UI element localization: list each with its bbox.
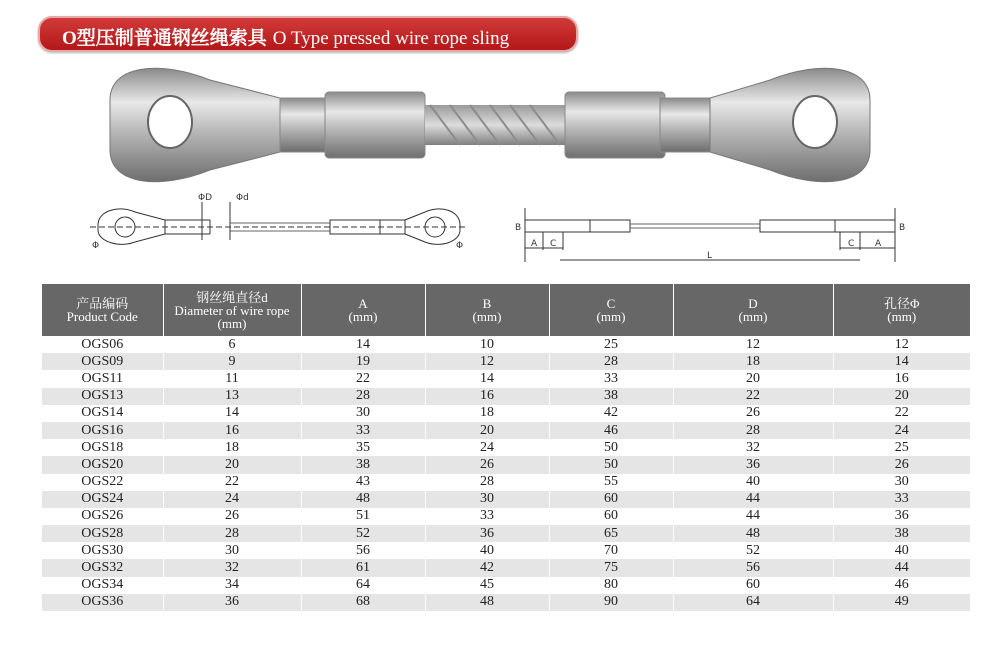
table-row bbox=[42, 405, 970, 422]
table-row bbox=[42, 336, 970, 353]
table-cell: OGS30 bbox=[42, 542, 163, 559]
table-cell: OGS36 bbox=[42, 594, 163, 611]
dim-B-right: B bbox=[899, 223, 906, 233]
header-A: A (mm) bbox=[301, 284, 425, 336]
table-cell: 28 bbox=[301, 388, 425, 405]
table-cell: 33 bbox=[425, 508, 549, 525]
table-cell: 11 bbox=[163, 370, 301, 387]
table-cell: 80 bbox=[549, 577, 673, 594]
table-cell: 28 bbox=[549, 353, 673, 370]
table-cell: 12 bbox=[673, 336, 833, 353]
table-cell: 40 bbox=[833, 542, 970, 559]
table-cell: 26 bbox=[833, 456, 970, 473]
header-C: C (mm) bbox=[549, 284, 673, 336]
table-row bbox=[42, 542, 970, 559]
table-cell: 36 bbox=[673, 456, 833, 473]
table-cell: 38 bbox=[549, 388, 673, 405]
table-cell: OGS28 bbox=[42, 525, 163, 542]
table-cell: 48 bbox=[301, 491, 425, 508]
table-cell: 56 bbox=[301, 542, 425, 559]
spec-table bbox=[42, 284, 970, 611]
table-cell: 14 bbox=[425, 370, 549, 387]
table-cell: 24 bbox=[163, 491, 301, 508]
table-row bbox=[42, 594, 970, 611]
banner-title-en: O Type pressed wire rope sling bbox=[272, 28, 510, 49]
technical-drawing-left bbox=[90, 190, 470, 265]
table-cell: 25 bbox=[549, 336, 673, 353]
table-cell: 61 bbox=[301, 559, 425, 576]
table-row bbox=[42, 422, 970, 439]
table-cell: 40 bbox=[425, 542, 549, 559]
table-cell: 30 bbox=[301, 405, 425, 422]
table-cell: 28 bbox=[673, 422, 833, 439]
table-row bbox=[42, 491, 970, 508]
table-cell: OGS09 bbox=[42, 353, 163, 370]
technical-drawing-right bbox=[515, 200, 915, 275]
dim-A-left: A bbox=[531, 239, 538, 249]
table-cell: 22 bbox=[163, 474, 301, 491]
table-cell: 38 bbox=[301, 456, 425, 473]
table-cell: 12 bbox=[425, 353, 549, 370]
table-cell: 32 bbox=[163, 559, 301, 576]
table-cell: 50 bbox=[549, 439, 673, 456]
table-cell: 20 bbox=[673, 370, 833, 387]
table-cell: 33 bbox=[833, 491, 970, 508]
table-cell: 48 bbox=[425, 594, 549, 611]
table-row bbox=[42, 508, 970, 525]
table-cell: 24 bbox=[833, 422, 970, 439]
table-cell: 38 bbox=[833, 525, 970, 542]
table-row bbox=[42, 388, 970, 405]
table-cell: 60 bbox=[549, 508, 673, 525]
dim-C-right: C bbox=[848, 239, 855, 249]
table-cell: 14 bbox=[163, 405, 301, 422]
table-cell: 6 bbox=[163, 336, 301, 353]
header-rope-diameter: 钢丝绳直径d Diameter of wire rope (mm) bbox=[163, 284, 301, 336]
table-row bbox=[42, 439, 970, 456]
table-cell: 18 bbox=[673, 353, 833, 370]
table-cell: OGS11 bbox=[42, 370, 163, 387]
table-cell: 55 bbox=[549, 474, 673, 491]
table-cell: OGS18 bbox=[42, 439, 163, 456]
table-cell: 9 bbox=[163, 353, 301, 370]
table-cell: 22 bbox=[301, 370, 425, 387]
table-cell: 22 bbox=[833, 405, 970, 422]
table-cell: 30 bbox=[833, 474, 970, 491]
table-cell: 33 bbox=[301, 422, 425, 439]
table-cell: OGS24 bbox=[42, 491, 163, 508]
title-banner bbox=[38, 16, 578, 52]
table-cell: 18 bbox=[425, 405, 549, 422]
table-cell: 52 bbox=[673, 542, 833, 559]
table-cell: 28 bbox=[163, 525, 301, 542]
header-hole-diameter: 孔径Φ (mm) bbox=[833, 284, 970, 336]
table-cell: 36 bbox=[425, 525, 549, 542]
table-cell: 34 bbox=[163, 577, 301, 594]
table-cell: 16 bbox=[163, 422, 301, 439]
table-cell: 36 bbox=[833, 508, 970, 525]
header-D: D (mm) bbox=[673, 284, 833, 336]
table-cell: 44 bbox=[673, 491, 833, 508]
table-cell: 10 bbox=[425, 336, 549, 353]
table-cell: 30 bbox=[425, 491, 549, 508]
table-cell: 32 bbox=[673, 439, 833, 456]
table-cell: 14 bbox=[301, 336, 425, 353]
table-header-row bbox=[42, 284, 970, 336]
table-cell: 65 bbox=[549, 525, 673, 542]
label-phid: Φd bbox=[236, 193, 249, 203]
label-phi-right: Φ bbox=[456, 241, 464, 251]
table-cell: 22 bbox=[673, 388, 833, 405]
table-cell: 45 bbox=[425, 577, 549, 594]
dim-B-left: B bbox=[515, 223, 522, 233]
banner-title-cn: O型压制普通钢丝绳索具 bbox=[62, 28, 267, 49]
table-cell: OGS14 bbox=[42, 405, 163, 422]
table-cell: 44 bbox=[673, 508, 833, 525]
table-cell: OGS26 bbox=[42, 508, 163, 525]
table-cell: 46 bbox=[549, 422, 673, 439]
table-row bbox=[42, 559, 970, 576]
table-cell: 52 bbox=[301, 525, 425, 542]
table-cell: 48 bbox=[673, 525, 833, 542]
table-cell: 60 bbox=[549, 491, 673, 508]
table-cell: 70 bbox=[549, 542, 673, 559]
table-cell: OGS16 bbox=[42, 422, 163, 439]
dim-C-left: C bbox=[550, 239, 557, 249]
table-cell: OGS22 bbox=[42, 474, 163, 491]
table-cell: 20 bbox=[163, 456, 301, 473]
table-cell: 40 bbox=[673, 474, 833, 491]
table-cell: 42 bbox=[425, 559, 549, 576]
table-cell: OGS06 bbox=[42, 336, 163, 353]
photo-watermark: 奥冠吊索具 bbox=[459, 145, 541, 164]
spec-table-body bbox=[42, 336, 970, 611]
table-cell: 50 bbox=[549, 456, 673, 473]
table-cell: 68 bbox=[301, 594, 425, 611]
header-product-code: 产品编码 Product Code bbox=[42, 284, 163, 336]
table-cell: 26 bbox=[425, 456, 549, 473]
table-cell: OGS13 bbox=[42, 388, 163, 405]
label-phi-left: Φ bbox=[92, 241, 100, 251]
table-cell: 90 bbox=[549, 594, 673, 611]
table-cell: 28 bbox=[425, 474, 549, 491]
table-row bbox=[42, 525, 970, 542]
table-cell: 26 bbox=[673, 405, 833, 422]
table-cell: OGS32 bbox=[42, 559, 163, 576]
table-cell: 75 bbox=[549, 559, 673, 576]
table-cell: OGS20 bbox=[42, 456, 163, 473]
table-cell: 64 bbox=[673, 594, 833, 611]
table-cell: OGS34 bbox=[42, 577, 163, 594]
table-cell: 20 bbox=[425, 422, 549, 439]
table-row bbox=[42, 474, 970, 491]
label-phiD: ΦD bbox=[198, 193, 213, 203]
table-row bbox=[42, 456, 970, 473]
table-cell: 14 bbox=[833, 353, 970, 370]
table-cell: 49 bbox=[833, 594, 970, 611]
dim-L: L bbox=[707, 251, 713, 261]
table-cell: 12 bbox=[833, 336, 970, 353]
table-cell: 35 bbox=[301, 439, 425, 456]
table-cell: 51 bbox=[301, 508, 425, 525]
dim-A-right: A bbox=[875, 239, 882, 249]
table-row bbox=[42, 353, 970, 370]
table-cell: 30 bbox=[163, 542, 301, 559]
table-cell: 46 bbox=[833, 577, 970, 594]
table-cell: 60 bbox=[673, 577, 833, 594]
banner-title bbox=[62, 23, 509, 50]
table-cell: 26 bbox=[163, 508, 301, 525]
table-cell: 19 bbox=[301, 353, 425, 370]
product-photo bbox=[100, 60, 880, 190]
table-cell: 20 bbox=[833, 388, 970, 405]
table-cell: 42 bbox=[549, 405, 673, 422]
table-cell: 36 bbox=[163, 594, 301, 611]
table-cell: 16 bbox=[833, 370, 970, 387]
table-cell: 64 bbox=[301, 577, 425, 594]
table-row bbox=[42, 370, 970, 387]
table-row bbox=[42, 577, 970, 594]
table-cell: 44 bbox=[833, 559, 970, 576]
table-cell: 24 bbox=[425, 439, 549, 456]
table-cell: 25 bbox=[833, 439, 970, 456]
table-cell: 13 bbox=[163, 388, 301, 405]
table-cell: 43 bbox=[301, 474, 425, 491]
header-B: B (mm) bbox=[425, 284, 549, 336]
table-cell: 33 bbox=[549, 370, 673, 387]
table-cell: 56 bbox=[673, 559, 833, 576]
table-cell: 18 bbox=[163, 439, 301, 456]
table-cell: 16 bbox=[425, 388, 549, 405]
